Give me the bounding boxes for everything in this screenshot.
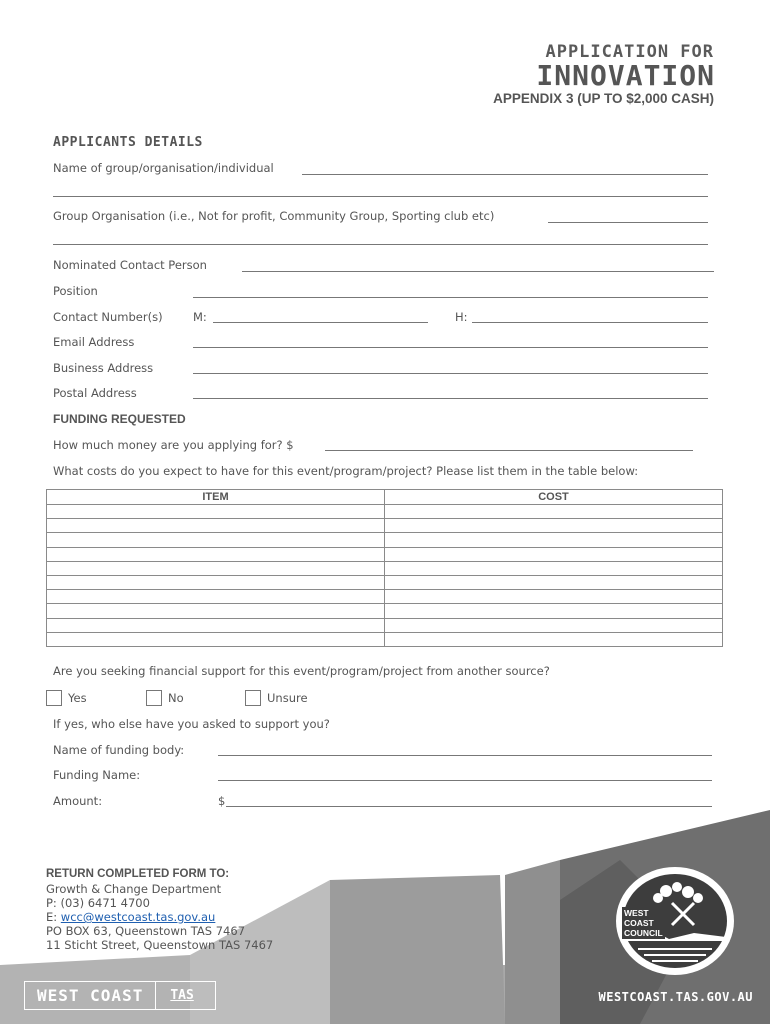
- item-cell[interactable]: [47, 561, 385, 575]
- return-heading: RETURN COMPLETED FORM TO:: [46, 868, 230, 880]
- cost-cell[interactable]: [385, 590, 723, 604]
- name-field[interactable]: [302, 174, 708, 175]
- table-row: [47, 561, 723, 575]
- group-field[interactable]: [548, 222, 708, 223]
- phone: P: (03) 6471 4700: [46, 896, 150, 910]
- amount-prefix: $: [218, 794, 226, 808]
- position-label: Position: [53, 284, 98, 298]
- contact-numbers-label: Contact Number(s): [53, 310, 163, 324]
- amount-question: How much money are you applying for? $: [53, 438, 294, 452]
- mobile-prefix: M:: [193, 310, 207, 324]
- logo-text-council: COUNCIL: [624, 928, 663, 938]
- item-cell[interactable]: [47, 575, 385, 589]
- postal-address-field[interactable]: [193, 398, 708, 399]
- funding-body-label: Name of funding body:: [53, 743, 185, 757]
- po-box: PO BOX 63, Queenstown TAS 7467: [46, 924, 246, 938]
- cost-cell[interactable]: [385, 618, 723, 632]
- title-line-2: INNOVATION: [536, 59, 715, 92]
- cost-cell[interactable]: [385, 547, 723, 561]
- yes-label: Yes: [68, 691, 87, 705]
- funding-heading: FUNDING REQUESTED: [53, 412, 186, 426]
- email-link[interactable]: wcc@westcoast.tas.gov.au: [60, 910, 216, 924]
- name-field-continued[interactable]: [53, 196, 708, 197]
- no-label: No: [168, 691, 184, 705]
- item-cell[interactable]: [47, 618, 385, 632]
- amount-requested-field[interactable]: [325, 450, 693, 451]
- table-row: [47, 575, 723, 589]
- cost-cell[interactable]: [385, 533, 723, 547]
- yes-checkbox[interactable]: [46, 690, 62, 706]
- item-column-header: ITEM: [47, 490, 385, 505]
- unsure-label: Unsure: [267, 691, 308, 705]
- item-cell[interactable]: [47, 604, 385, 618]
- street-address: 11 Sticht Street, Queenstown TAS 7467: [46, 938, 274, 952]
- website-link[interactable]: WESTCOAST.TAS.GOV.AU: [598, 990, 753, 1004]
- table-row: [47, 505, 723, 519]
- table-row: [47, 590, 723, 604]
- funding-body-field[interactable]: [218, 755, 712, 756]
- title-line-1: APPLICATION FOR: [545, 42, 714, 62]
- cost-cell[interactable]: [385, 505, 723, 519]
- cost-cell[interactable]: [385, 575, 723, 589]
- item-cell[interactable]: [47, 505, 385, 519]
- funding-name-field[interactable]: [218, 780, 712, 781]
- group-field-continued[interactable]: [53, 244, 708, 245]
- follow-up-question: If yes, who else have you asked to support you?: [53, 717, 330, 731]
- item-cell[interactable]: [47, 519, 385, 533]
- contact-person-label: Nominated Contact Person: [53, 258, 207, 272]
- no-checkbox[interactable]: [146, 690, 162, 706]
- home-prefix: H:: [455, 310, 468, 324]
- logo-text-coast: COAST: [624, 918, 654, 928]
- logo-text-west: WEST: [624, 908, 649, 918]
- email-line: [46, 910, 215, 924]
- unsure-checkbox[interactable]: [245, 690, 261, 706]
- contact-person-field[interactable]: [242, 271, 714, 272]
- item-cell[interactable]: [47, 533, 385, 547]
- cost-cell[interactable]: [385, 632, 723, 646]
- cost-cell[interactable]: [385, 604, 723, 618]
- subtitle: APPENDIX 3 (UP TO $2,000 CASH): [493, 91, 714, 106]
- funding-name-label: Funding Name:: [53, 768, 141, 782]
- department: Growth & Change Department: [46, 882, 222, 896]
- email-field[interactable]: [193, 347, 708, 348]
- table-row: [47, 519, 723, 533]
- position-field[interactable]: [193, 297, 708, 298]
- costs-question: What costs do you expect to have for this event/program/project? Please list them in the table below:: [53, 464, 639, 478]
- postal-address-label: Postal Address: [53, 386, 137, 400]
- amount-field[interactable]: [226, 806, 712, 807]
- cost-cell[interactable]: [385, 561, 723, 575]
- business-address-field[interactable]: [193, 373, 708, 374]
- brand-west-coast: WEST COAST: [25, 982, 156, 1009]
- table-row: [47, 547, 723, 561]
- item-cell[interactable]: [47, 590, 385, 604]
- group-label: Group Organisation (i.e., Not for profit, Community Group, Sporting club etc): [53, 209, 495, 223]
- name-label: Name of group/organisation/individual: [53, 161, 274, 175]
- home-phone-field[interactable]: [472, 322, 708, 323]
- business-address-label: Business Address: [53, 361, 154, 375]
- costs-table-header: [47, 490, 723, 505]
- brand-tas: TAS: [170, 988, 194, 1003]
- table-row: [47, 632, 723, 646]
- west-coast-tas-brand: [24, 981, 216, 1010]
- email-prefix: E:: [46, 910, 61, 924]
- costs-table: [46, 489, 723, 647]
- mobile-field[interactable]: [213, 322, 428, 323]
- other-source-question: Are you seeking financial support for this event/program/project from another source?: [53, 664, 550, 678]
- item-cell[interactable]: [47, 632, 385, 646]
- cost-cell[interactable]: [385, 519, 723, 533]
- table-row: [47, 604, 723, 618]
- item-cell[interactable]: [47, 547, 385, 561]
- cost-column-header: COST: [385, 490, 723, 505]
- table-row: [47, 533, 723, 547]
- council-logo: [614, 865, 736, 977]
- applicants-heading: APPLICANTS DETAILS: [53, 135, 203, 150]
- amount-label: Amount:: [53, 794, 103, 808]
- table-row: [47, 618, 723, 632]
- email-label: Email Address: [53, 335, 135, 349]
